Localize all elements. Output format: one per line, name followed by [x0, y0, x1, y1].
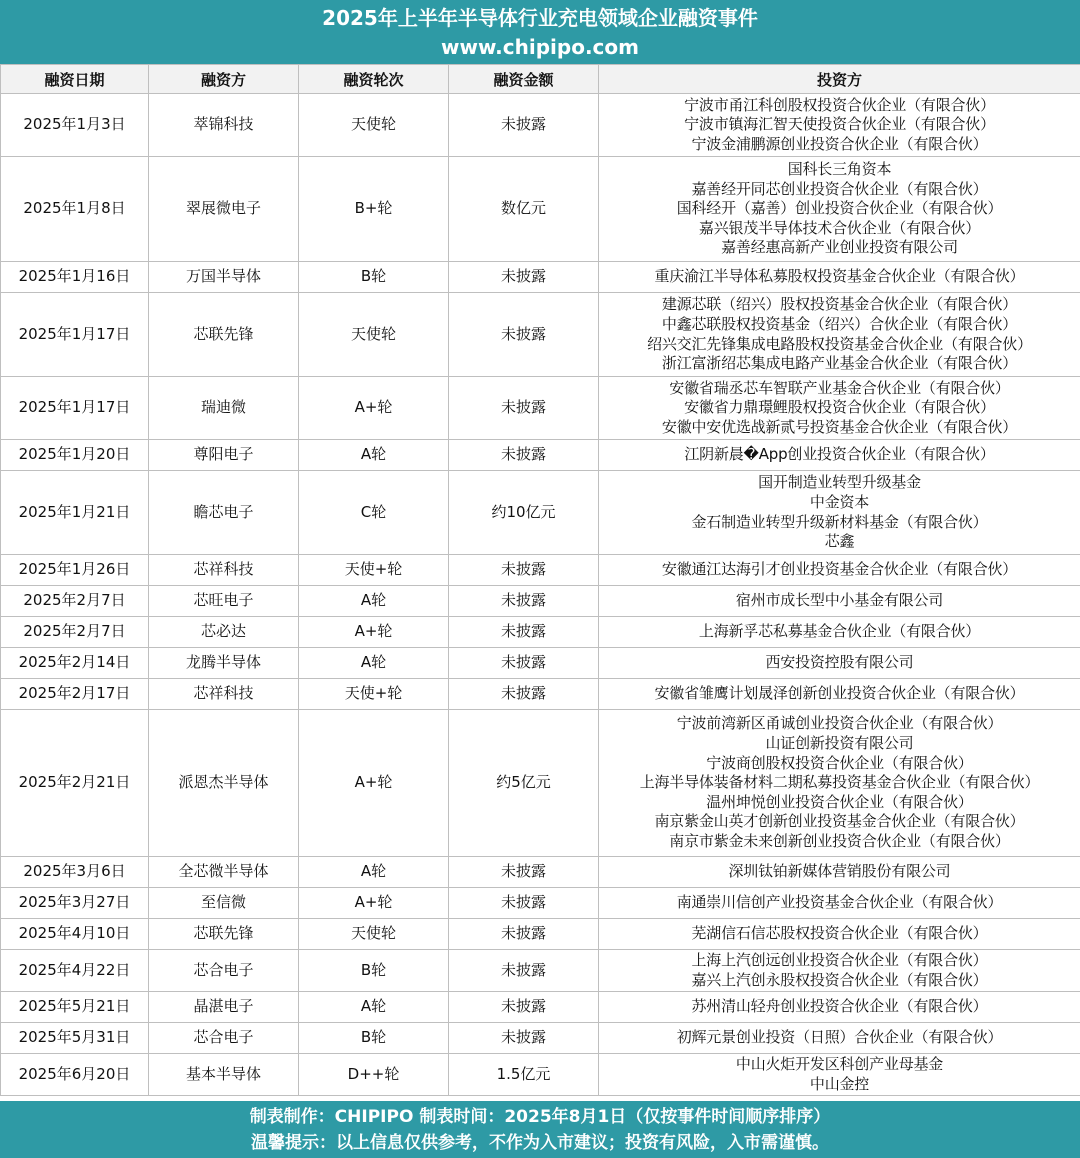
company-cell: 芯联先锋: [149, 293, 299, 377]
investor-name: 芯鑫: [824, 532, 855, 551]
amount-cell: 未披露: [449, 1023, 599, 1054]
investor-name: 嘉善经开同芯创业投资合伙企业（有限合伙）: [691, 179, 988, 198]
table-row: [1, 888, 1080, 919]
investors-cell: [599, 888, 1080, 919]
round-cell: 天使轮: [299, 293, 449, 377]
table-row: [1, 857, 1080, 888]
investor-name: 嘉善经惠高新产业创业投资有限公司: [721, 238, 958, 257]
date-cell: 2025年1月3日: [1, 94, 149, 157]
date-cell: 2025年1月8日: [1, 157, 149, 262]
amount-cell: 未披露: [449, 857, 599, 888]
investor-name: 中山火炬开发区科创产业母基金: [735, 1054, 944, 1073]
column-header-date: 融资日期: [1, 65, 149, 94]
table-row: [1, 440, 1080, 471]
investor-name: 重庆渝江半导体私募股权投资基金合伙企业（有限合伙）: [654, 267, 1025, 286]
financing-events-table: [0, 64, 1080, 1096]
investor-name: 国科经开（嘉善）创业投资合伙企业（有限合伙）: [676, 199, 1003, 218]
investor-name: 上海上汽创远创业投资合伙企业（有限合伙）: [691, 950, 988, 969]
amount-cell: 未披露: [449, 293, 599, 377]
investor-name: 上海半导体装备材料二期私募投资基金合伙企业（有限合伙）: [639, 773, 1040, 792]
investor-name: 安徽省瑞丞芯车智联产业基金合伙企业（有限合伙）: [669, 378, 1010, 397]
amount-cell: 未披露: [449, 617, 599, 648]
investors-cell: [599, 857, 1080, 888]
investor-name: 温州坤悦创业投资合伙企业（有限合伙）: [706, 792, 973, 811]
round-cell: A+轮: [299, 888, 449, 919]
round-cell: A+轮: [299, 710, 449, 857]
date-cell: 2025年1月21日: [1, 471, 149, 555]
table-row: [1, 950, 1080, 992]
investor-name: 宁波市镇海汇智天使投资合伙企业（有限合伙）: [684, 115, 995, 134]
round-cell: 天使轮: [299, 919, 449, 950]
amount-cell: 未披露: [449, 888, 599, 919]
company-cell: 龙腾半导体: [149, 648, 299, 679]
table-row: [1, 617, 1080, 648]
table-row: [1, 586, 1080, 617]
round-cell: 天使轮: [299, 94, 449, 157]
date-cell: 2025年4月10日: [1, 919, 149, 950]
investors-cell: [599, 440, 1080, 471]
table-row: [1, 293, 1080, 377]
round-cell: B+轮: [299, 157, 449, 262]
investors-cell: [599, 919, 1080, 950]
company-cell: 芯祥科技: [149, 679, 299, 710]
table-row: [1, 94, 1080, 157]
date-cell: 2025年2月7日: [1, 617, 149, 648]
investor-name: 宁波市甬江科创股权投资合伙企业（有限合伙）: [684, 95, 995, 114]
investor-name: 中鑫芯联股权投资基金（绍兴）合伙企业（有限合伙）: [661, 314, 1018, 333]
company-cell: 芯联先锋: [149, 919, 299, 950]
column-header-investors: 投资方: [599, 65, 1080, 94]
investors-cell: [599, 262, 1080, 293]
investor-name: 中山金控: [809, 1074, 870, 1093]
investors-cell: [599, 94, 1080, 157]
investors-cell: [599, 679, 1080, 710]
company-cell: 瑞迪微: [149, 377, 299, 440]
table-row: [1, 555, 1080, 586]
company-cell: 芯旺电子: [149, 586, 299, 617]
amount-cell: 未披露: [449, 586, 599, 617]
investor-name: 山证创新投资有限公司: [765, 734, 914, 753]
round-cell: B轮: [299, 1023, 449, 1054]
date-cell: 2025年5月21日: [1, 992, 149, 1023]
date-cell: 2025年5月31日: [1, 1023, 149, 1054]
amount-cell: 约5亿元: [449, 710, 599, 857]
investor-name: 芜湖信石信芯股权投资合伙企业（有限合伙）: [691, 924, 988, 943]
investor-name: 西安投资控股有限公司: [765, 653, 914, 672]
investor-name: 宁波金浦鹏源创业投资合伙企业（有限合伙）: [691, 134, 988, 153]
investors-cell: [599, 617, 1080, 648]
investor-name: 安徽省雏鹰计划晟泽创新创业投资合伙企业（有限合伙）: [654, 684, 1025, 703]
date-cell: 2025年6月20日: [1, 1054, 149, 1096]
footer-banner: [0, 1101, 1080, 1158]
investor-name: 苏州清山轻舟创业投资合伙企业（有限合伙）: [691, 997, 988, 1016]
table-row: [1, 648, 1080, 679]
amount-cell: 未披露: [449, 950, 599, 992]
date-cell: 2025年1月20日: [1, 440, 149, 471]
company-cell: 瞻芯电子: [149, 471, 299, 555]
company-cell: 全芯微半导体: [149, 857, 299, 888]
investor-name: 绍兴交汇先锋集成电路股权投资基金合伙企业（有限合伙）: [647, 334, 1032, 353]
investor-name: 南京市紫金未来创新创业投资合伙企业（有限合伙）: [669, 831, 1010, 850]
company-cell: 芯合电子: [149, 1023, 299, 1054]
round-cell: 天使+轮: [299, 555, 449, 586]
round-cell: A轮: [299, 440, 449, 471]
investor-name: 安徽通江达海引才创业投资基金合伙企业（有限合伙）: [661, 560, 1018, 579]
investor-name: 宁波前湾新区甬诚创业投资合伙企业（有限合伙）: [676, 714, 1003, 733]
date-cell: 2025年2月17日: [1, 679, 149, 710]
date-cell: 2025年1月17日: [1, 293, 149, 377]
table-row: [1, 471, 1080, 555]
investor-name: 中金资本: [809, 492, 870, 511]
investors-cell: [599, 648, 1080, 679]
round-cell: A轮: [299, 586, 449, 617]
company-cell: 尊阳电子: [149, 440, 299, 471]
date-cell: 2025年1月26日: [1, 555, 149, 586]
amount-cell: 约10亿元: [449, 471, 599, 555]
round-cell: C轮: [299, 471, 449, 555]
round-cell: A+轮: [299, 377, 449, 440]
date-cell: 2025年2月7日: [1, 586, 149, 617]
company-cell: 晶湛电子: [149, 992, 299, 1023]
table-row: [1, 1054, 1080, 1096]
table-row: [1, 992, 1080, 1023]
amount-cell: 1.5亿元: [449, 1054, 599, 1096]
investor-name: 江阴新晨�App创业投资合伙企业（有限合伙）: [684, 445, 995, 464]
website-url: www.chipipo.com: [441, 35, 639, 59]
investor-name: 浙江富浙绍芯集成电路产业基金合伙企业（有限合伙）: [661, 354, 1018, 373]
investor-name: 嘉兴银茂半导体技术合伙企业（有限合伙）: [698, 218, 981, 237]
investors-cell: [599, 950, 1080, 992]
table-header-row: [1, 65, 1080, 94]
footer-disclaimer: 温馨提示：以上信息仅供参考，不作为入市建议；投资有风险，入市需谨慎。: [251, 1132, 829, 1153]
investor-name: 宁波商创股权投资合伙企业（有限合伙）: [706, 753, 973, 772]
table-row: [1, 157, 1080, 262]
round-cell: A+轮: [299, 617, 449, 648]
investor-name: 嘉兴上汽创永股权投资合伙企业（有限合伙）: [691, 970, 988, 989]
table-row: [1, 679, 1080, 710]
round-cell: A轮: [299, 992, 449, 1023]
footer-credit: 制表制作：CHIPIPO 制表时间：2025年8月1日（仅按事件时间顺序排序）: [249, 1106, 831, 1127]
table-body: [1, 94, 1080, 1096]
investors-cell: [599, 471, 1080, 555]
company-cell: 芯合电子: [149, 950, 299, 992]
company-cell: 派恩杰半导体: [149, 710, 299, 857]
round-cell: B轮: [299, 950, 449, 992]
table-row: [1, 262, 1080, 293]
round-cell: B轮: [299, 262, 449, 293]
investor-name: 国科长三角资本: [787, 160, 892, 179]
date-cell: 2025年2月21日: [1, 710, 149, 857]
investor-name: 安徽省力鼎璟鲤股权投资合伙企业（有限合伙）: [684, 398, 995, 417]
investor-name: 国开制造业转型升级基金: [758, 473, 921, 492]
company-cell: 萃锦科技: [149, 94, 299, 157]
date-cell: 2025年1月17日: [1, 377, 149, 440]
table-row: [1, 377, 1080, 440]
date-cell: 2025年1月16日: [1, 262, 149, 293]
column-header-amount: 融资金额: [449, 65, 599, 94]
date-cell: 2025年4月22日: [1, 950, 149, 992]
investor-name: 宿州市成长型中小基金有限公司: [735, 591, 944, 610]
investors-cell: [599, 1054, 1080, 1096]
amount-cell: 未披露: [449, 919, 599, 950]
investors-cell: [599, 293, 1080, 377]
investor-name: 金石制造业转型升级新材料基金（有限合伙）: [691, 512, 988, 531]
amount-cell: 未披露: [449, 440, 599, 471]
investors-cell: [599, 1023, 1080, 1054]
round-cell: A轮: [299, 648, 449, 679]
company-cell: 至信微: [149, 888, 299, 919]
investors-cell: [599, 555, 1080, 586]
table-row: [1, 1023, 1080, 1054]
table-row: [1, 919, 1080, 950]
date-cell: 2025年3月6日: [1, 857, 149, 888]
investors-cell: [599, 992, 1080, 1023]
round-cell: D++轮: [299, 1054, 449, 1096]
amount-cell: 未披露: [449, 555, 599, 586]
amount-cell: 数亿元: [449, 157, 599, 262]
amount-cell: 未披露: [449, 679, 599, 710]
investor-name: 上海新孚芯私募基金合伙企业（有限合伙）: [698, 622, 981, 641]
investor-name: 深圳钛铂新媒体营销股份有限公司: [728, 862, 951, 881]
table-row: [1, 710, 1080, 857]
company-cell: 万国半导体: [149, 262, 299, 293]
investors-cell: [599, 157, 1080, 262]
investor-name: 南京紫金山英才创新创业投资基金合伙企业（有限合伙）: [654, 812, 1025, 831]
amount-cell: 未披露: [449, 648, 599, 679]
company-cell: 翠展微电子: [149, 157, 299, 262]
investor-name: 建源芯联（绍兴）股权投资基金合伙企业（有限合伙）: [661, 295, 1018, 314]
company-cell: 芯必达: [149, 617, 299, 648]
date-cell: 2025年2月14日: [1, 648, 149, 679]
page-title: 2025年上半年半导体行业充电领域企业融资事件: [322, 6, 758, 30]
column-header-round: 融资轮次: [299, 65, 449, 94]
amount-cell: 未披露: [449, 262, 599, 293]
date-cell: 2025年3月27日: [1, 888, 149, 919]
investors-cell: [599, 586, 1080, 617]
round-cell: 天使+轮: [299, 679, 449, 710]
column-header-company: 融资方: [149, 65, 299, 94]
amount-cell: 未披露: [449, 94, 599, 157]
amount-cell: 未披露: [449, 992, 599, 1023]
investors-cell: [599, 710, 1080, 857]
company-cell: 芯祥科技: [149, 555, 299, 586]
title-banner: [0, 0, 1080, 64]
investor-name: 南通崇川信创产业投资基金合伙企业（有限合伙）: [676, 893, 1003, 912]
amount-cell: 未披露: [449, 377, 599, 440]
round-cell: A轮: [299, 857, 449, 888]
company-cell: 基本半导体: [149, 1054, 299, 1096]
investor-name: 安徽中安优选战新贰号投资基金合伙企业（有限合伙）: [661, 417, 1018, 436]
investor-name: 初辉元景创业投资（日照）合伙企业（有限合伙）: [676, 1028, 1003, 1047]
investors-cell: [599, 377, 1080, 440]
